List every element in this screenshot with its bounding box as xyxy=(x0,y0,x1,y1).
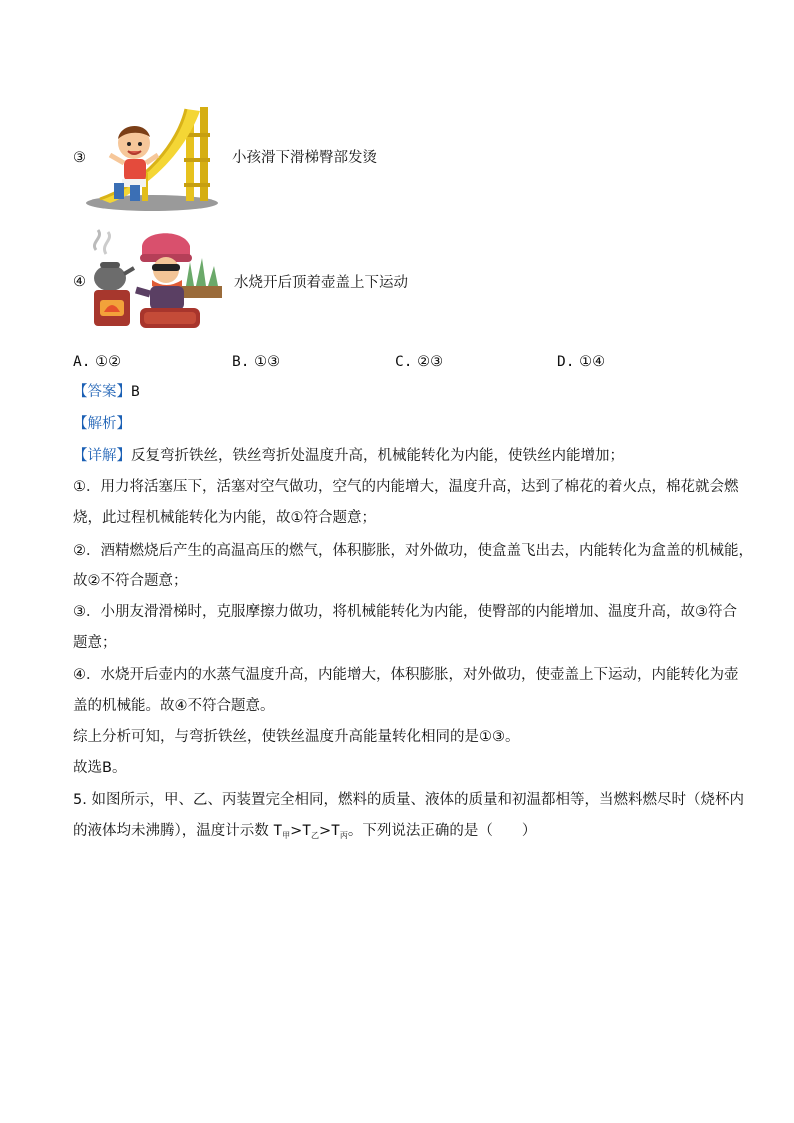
answer-line xyxy=(73,382,140,402)
detail-p1-line2: 烧，此过程机械能转化为内能，故①符合题意； xyxy=(73,510,376,526)
t-sub-yi: 乙 xyxy=(310,831,319,840)
answer-value: B xyxy=(131,384,140,400)
question-5-line1: 5. 如图所示，甲、乙、丙装置完全相同，燃料的质量、液体的质量和初温都相等，当燃料燃尽时（烧杯内 xyxy=(73,792,744,808)
detail-intro-line xyxy=(73,446,624,466)
t-sub-jia: 甲 xyxy=(282,831,291,840)
gt-symbol-2: > xyxy=(318,823,332,839)
option-a xyxy=(73,352,121,372)
option-a-label: A. xyxy=(73,354,91,370)
detail-p4-line2: 盖的机械能。故④不符合题意。 xyxy=(73,698,275,714)
item-3-marker: ③ xyxy=(73,150,86,166)
detail-p1-line1: ①．用力将活塞压下，活塞对空气做功，空气的内能增大，温度升高，达到了棉花的着火点，棉花就会燃 xyxy=(73,479,739,495)
question-5-pre: 的液体均未沸腾），温度计示数 xyxy=(73,823,269,839)
gt-symbol-1: > xyxy=(290,823,303,839)
detail-summary: 综上分析可知，与弯折铁丝，使铁丝温度升高能量转化相同的是①③。 xyxy=(73,729,520,745)
child-on-slide-illustration xyxy=(86,103,222,211)
detail-final: 故选B。 xyxy=(73,760,127,776)
option-b-label: B. xyxy=(232,354,250,370)
detail-p3-line2: 题意； xyxy=(73,635,117,651)
analysis-tag: 【解析】 xyxy=(73,416,131,432)
option-c-value: ②③ xyxy=(417,354,444,370)
detail-p3-line1: ③．小朋友滑滑梯时，克服摩擦力做功，将机械能转化为内能，使臀部的内能增加、温度升高，故③符合 xyxy=(73,604,737,620)
option-d-label: D. xyxy=(557,354,575,370)
item-4-marker: ④ xyxy=(73,274,86,290)
t-symbol-3: T xyxy=(331,823,340,839)
kettle-and-person-illustration xyxy=(86,228,226,334)
option-b-value: ①③ xyxy=(254,354,281,370)
detail-p2-line2: 故②不符合题意； xyxy=(73,573,188,589)
detail-tag: 【详解】 xyxy=(73,448,131,464)
option-d-value: ①④ xyxy=(579,354,606,370)
detail-p2-line1: ②．酒精燃烧后产生的高温高压的燃气，体积膨胀，对外做功，使盒盖飞出去，内能转化为盒盖的机械能， xyxy=(73,543,753,559)
detail-p4-line1: ④．水烧开后壶内的水蒸气温度升高，内能增大，体积膨胀，对外做功，使壶盖上下运动，内能转化为壶 xyxy=(73,667,739,683)
option-c-label: C. xyxy=(395,354,413,370)
item-3-caption: 小孩滑下滑梯臀部发烫 xyxy=(232,150,377,166)
question-5-line2 xyxy=(73,821,536,843)
option-d xyxy=(557,352,605,372)
item-4-caption: 水烧开后顶着壶盖上下运动 xyxy=(234,275,408,291)
answer-tag: 【答案】 xyxy=(73,384,131,400)
option-b xyxy=(232,352,280,372)
t-symbol-1: T xyxy=(273,823,283,839)
t-symbol-2: T xyxy=(302,823,311,839)
detail-intro: 反复弯折铁丝，铁丝弯折处温度升高，机械能转化为内能，使铁丝内能增加； xyxy=(131,448,624,464)
t-sub-bing: 丙 xyxy=(339,831,348,840)
option-a-value: ①② xyxy=(95,354,122,370)
question-5-post: 。下列说法正确的是（ ） xyxy=(347,823,537,839)
option-c xyxy=(395,352,443,372)
